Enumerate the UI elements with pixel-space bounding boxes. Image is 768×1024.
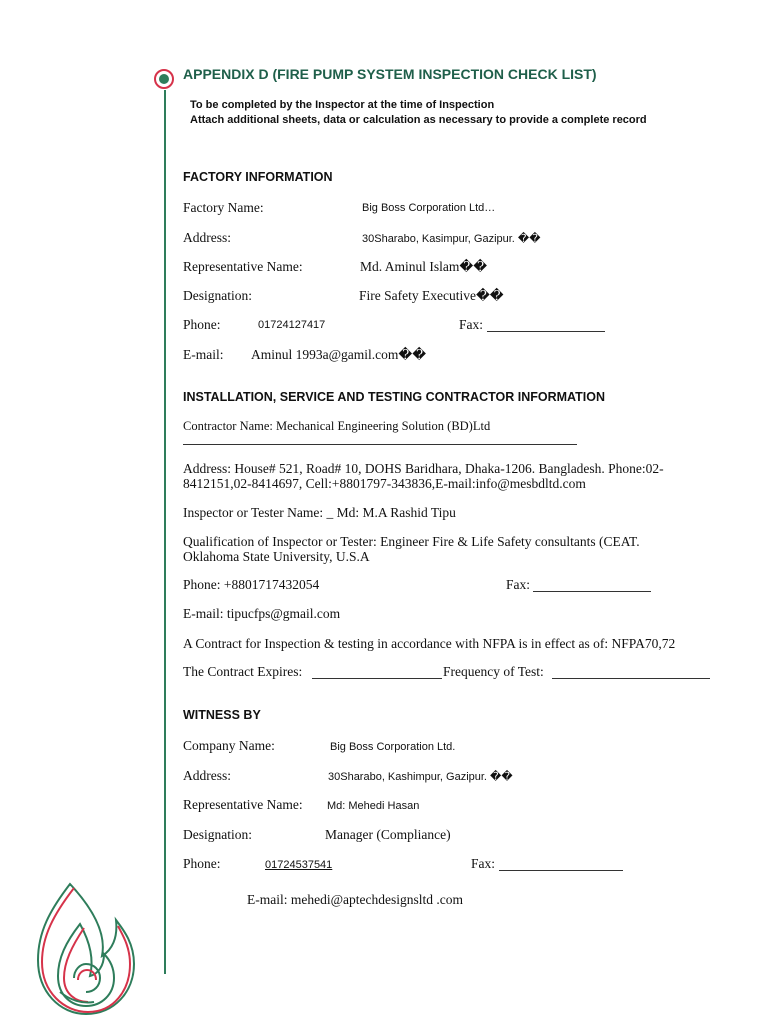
factory-email-label: E-mail: xyxy=(183,347,224,362)
witness-address-value: 30Sharabo, Kashimpur, Gazipur. �� xyxy=(328,771,513,783)
margin-rule xyxy=(164,90,166,974)
witness-designation-value: Manager (Compliance) xyxy=(325,827,451,842)
instruction-line-1: To be completed by the Inspector at the time of Inspection xyxy=(190,99,495,111)
contractor-name-rule xyxy=(183,444,577,445)
witness-rep-label: Representative Name: xyxy=(183,797,303,812)
contractor-heading: INSTALLATION, SERVICE AND TESTING CONTRACTOR INFORMATION xyxy=(183,390,605,404)
instruction-line-2: Attach additional sheets, data or calculation as necessary to provide a complete record xyxy=(190,114,647,126)
witness-company-label: Company Name: xyxy=(183,738,275,753)
contract-nfpa: A Contract for Inspection & testing in accordance with NFPA is in effect as of: NFPA70,72 xyxy=(183,636,676,651)
page-title: APPENDIX D (FIRE PUMP SYSTEM INSPECTION CHECK LIST) xyxy=(183,66,597,82)
contractor-email: E-mail: tipucfps@gmail.com xyxy=(183,606,341,621)
witness-phone-label: Phone: xyxy=(183,856,221,871)
factory-fax-blank xyxy=(487,331,605,332)
factory-heading: FACTORY INFORMATION xyxy=(183,170,333,184)
factory-name-value: Big Boss Corporation Ltd… xyxy=(362,202,496,214)
contract-expires-label: The Contract Expires: xyxy=(183,664,303,679)
witness-rep-value: Md: Mehedi Hasan xyxy=(327,800,420,812)
witness-designation-label: Designation: xyxy=(183,827,252,842)
inspector-name: Inspector or Tester Name: _ Md: M.A Rashid Tipu xyxy=(183,505,456,520)
contractor-fax-label: Fax: xyxy=(506,577,531,592)
factory-rep-value: Md. Aminul Islam�� xyxy=(360,259,488,274)
factory-phone-label: Phone: xyxy=(183,317,221,332)
inspector-qualification: Qualification of Inspector or Tester: Engineer Fire & Life Safety consultants (CEAT. Oklahoma State University, U.S.A xyxy=(183,534,640,564)
witness-fax-blank xyxy=(499,870,623,871)
witness-company-value: Big Boss Corporation Ltd. xyxy=(330,741,456,753)
witness-heading: WITNESS BY xyxy=(183,708,261,722)
test-frequency-blank xyxy=(552,678,710,679)
factory-name-label: Factory Name: xyxy=(183,200,264,215)
witness-address-label: Address: xyxy=(183,768,231,783)
ring-bullet-icon xyxy=(153,68,175,90)
witness-email: E-mail: mehedi@aptechdesignsltd .com xyxy=(247,892,463,907)
factory-designation-value: Fire Safety Executive�� xyxy=(359,288,504,303)
contract-expires-blank xyxy=(312,678,442,679)
flame-logo-icon xyxy=(30,880,142,1020)
factory-address-value: 30Sharabo, Kasimpur, Gazipur. �� xyxy=(362,233,541,245)
contractor-address: Address: House# 521, Road# 10, DOHS Baridhara, Dhaka-1206. Bangladesh. Phone:02-8412151,02-8414697, Cell:+8801797-343836,E-mail:info@mesbdltd.com xyxy=(183,461,664,491)
contractor-name: Contractor Name: Mechanical Engineering Solution (BD)Ltd xyxy=(183,419,491,433)
contractor-fax-blank xyxy=(533,591,651,592)
factory-fax-label: Fax: xyxy=(459,317,484,332)
test-frequency-label: Frequency of Test: xyxy=(443,664,544,679)
factory-rep-label: Representative Name: xyxy=(183,259,303,274)
factory-email-value: Aminul 1993a@gamil.com�� xyxy=(251,347,427,362)
witness-phone-value: 01724537541 xyxy=(265,859,333,871)
witness-fax-label: Fax: xyxy=(471,856,496,871)
factory-designation-label: Designation: xyxy=(183,288,252,303)
factory-phone-value: 01724127417 xyxy=(258,319,326,331)
contractor-phone: Phone: +8801717432054 xyxy=(183,577,320,592)
factory-address-label: Address: xyxy=(183,230,231,245)
